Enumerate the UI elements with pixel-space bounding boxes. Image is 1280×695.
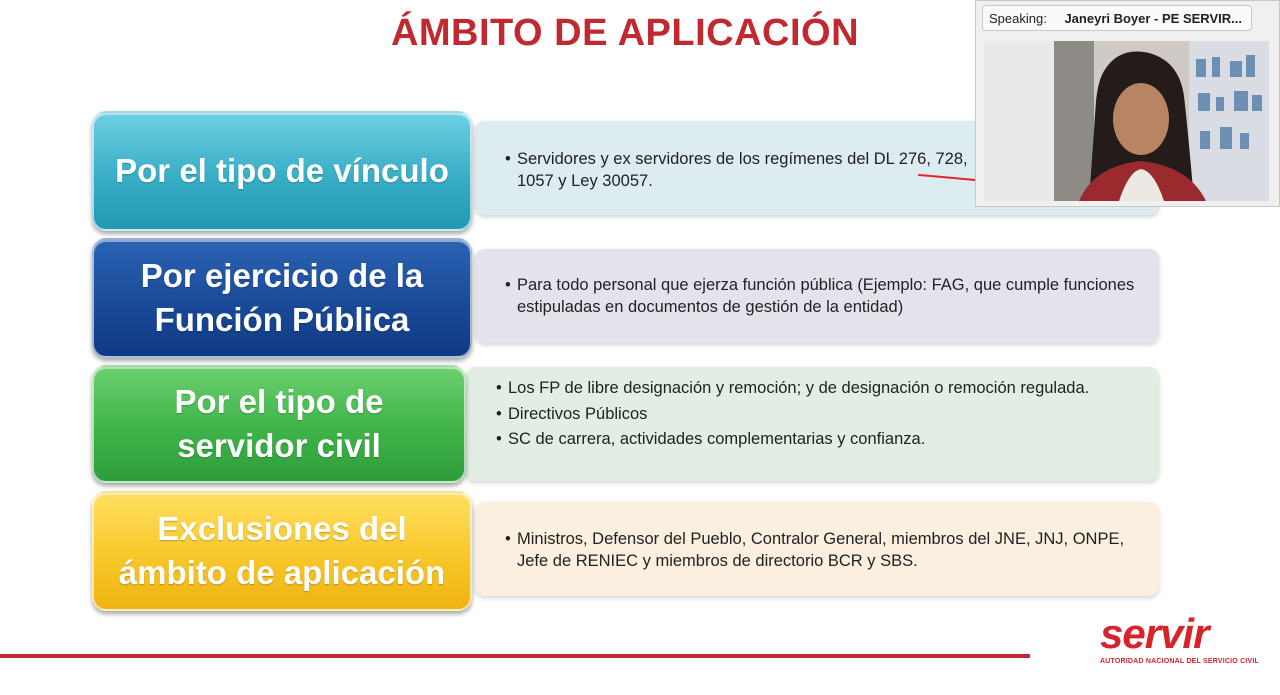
speaker-video[interactable] bbox=[984, 41, 1269, 201]
row-1-label bbox=[92, 111, 472, 231]
row-1-label-text: Por el tipo de vínculo bbox=[115, 152, 449, 189]
row-2-description-box bbox=[475, 249, 1159, 343]
row-4-label bbox=[92, 491, 472, 611]
logo-word: servir bbox=[1100, 610, 1209, 657]
row-3-description-box bbox=[466, 367, 1159, 481]
row-4-description-box bbox=[475, 502, 1159, 596]
row-4-item-1: • Ministros, Defensor del Pueblo, Contralor General, miembros del JNE, JNJ, ONPE, Jefe de RENIEC y miembros de directorio BCR y SBS. bbox=[505, 529, 1125, 572]
row-3-item-1: • Los FP de libre designación y remoción; y de designación o remoción regulada. bbox=[496, 378, 1096, 400]
row-3-item-3: • SC de carrera, actividades complementarias y confianza. bbox=[496, 429, 1096, 451]
row-4-label-text: Exclusiones del ámbito de aplicación bbox=[118, 510, 446, 591]
row-3-label-text: Por el tipo de servidor civil bbox=[174, 383, 384, 464]
servir-logo bbox=[1100, 612, 1270, 665]
row-1-item-1: • Servidores y ex servidores de los regímenes del DL 276, 728, 1057 y Ley 30057. bbox=[505, 149, 975, 192]
footer-divider bbox=[0, 654, 1030, 658]
row-2-label bbox=[92, 238, 472, 358]
speaker-name: Janeyri Boyer - PE SERVIR... bbox=[1064, 11, 1242, 26]
speaking-indicator bbox=[982, 5, 1252, 31]
video-panel[interactable] bbox=[975, 0, 1280, 207]
row-3-item-2: • Directivos Públicos bbox=[496, 404, 1096, 426]
row-2-item-1: • Para todo personal que ejerza función pública (Ejemplo: FAG, que cumple funciones estipuladas en documentos de gestión de la entidad) bbox=[505, 275, 1145, 318]
speaking-label: Speaking: bbox=[989, 11, 1047, 26]
row-3-label bbox=[92, 365, 466, 483]
annotation-underline bbox=[918, 172, 976, 182]
logo-tagline: AUTORIDAD NACIONAL DEL SERVICIO CIVIL bbox=[1100, 658, 1259, 665]
speaker-video-image bbox=[984, 41, 1269, 201]
row-2-label-text: Por ejercicio de la Función Pública bbox=[140, 257, 424, 338]
slide-title: ÁMBITO DE APLICACIÓN bbox=[390, 12, 860, 54]
